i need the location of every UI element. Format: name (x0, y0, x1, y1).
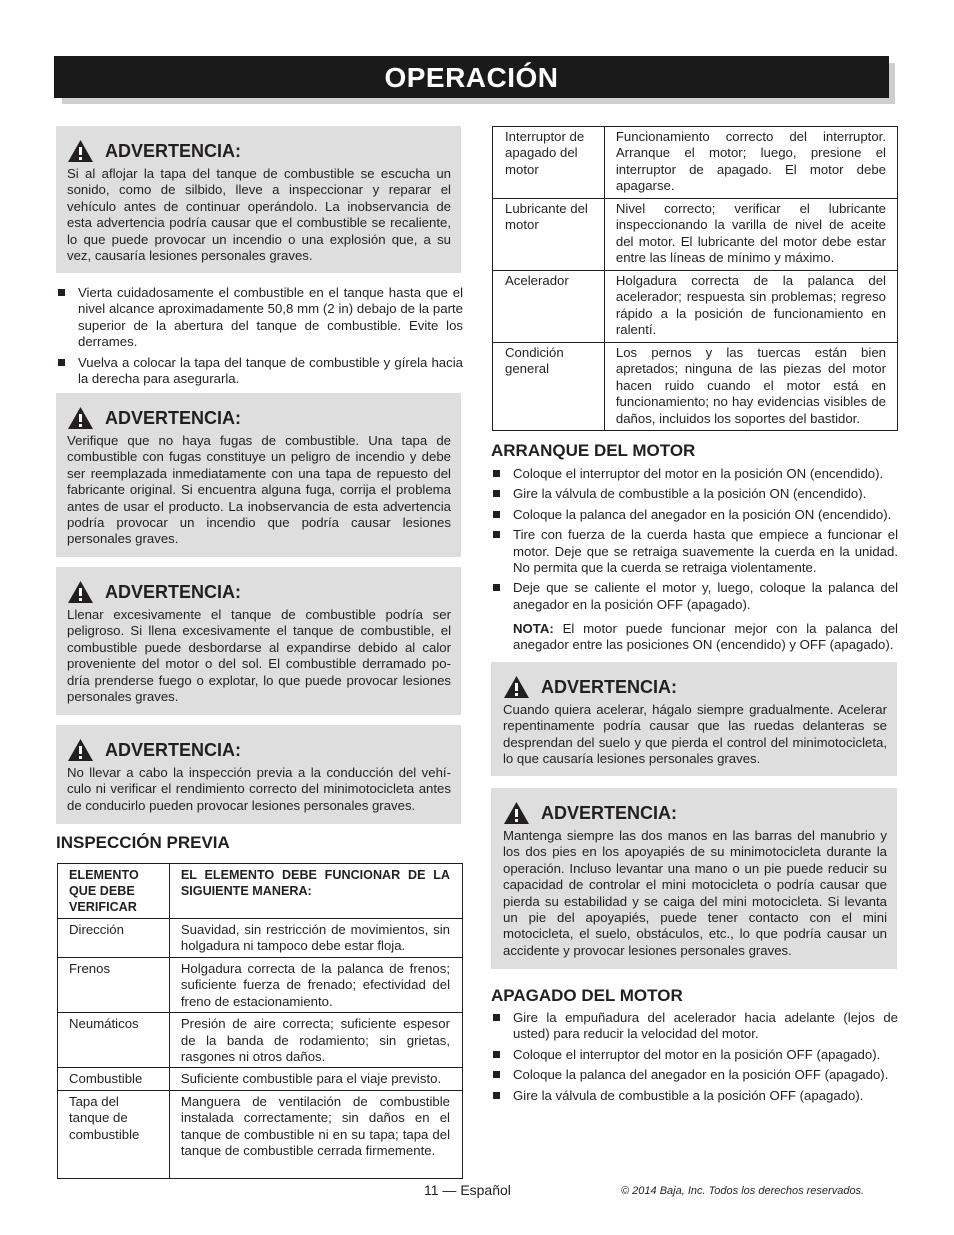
warning-triangle-icon (67, 580, 94, 604)
list-item: Gire la válvula de combustible a la posición OFF (apagado). (491, 1088, 898, 1104)
warning-triangle-icon (67, 406, 94, 430)
table-cell-description: Holgadura correcta de la palanca del acelerador; respuesta sin problemas; regreso rápido a la posición de funcionamiento en ralentí. (604, 271, 897, 343)
start-engine-heading: ARRANQUE DEL MOTOR (491, 441, 696, 460)
warning-box-inspection (56, 725, 461, 824)
list-item: Tire con fuerza de la cuerda hasta que empiece a funcionar el motor. Deje que se retraiga suavemente la cuerda en la unidad. No permita que la cuerda se retraiga violentamente. (491, 527, 898, 576)
bullet-square-icon (493, 1071, 500, 1078)
bullet-square-icon (493, 1051, 500, 1058)
table-row (493, 271, 898, 343)
list-item: Coloque el interruptor del motor en la posición ON (encendido). (491, 466, 898, 482)
warning-box-acceleration (491, 662, 897, 776)
title-bar (54, 56, 889, 98)
bullet-square-icon (58, 289, 65, 296)
warning-triangle-icon (67, 738, 94, 762)
warning-title: ADVERTENCIA: (105, 581, 242, 602)
table-row (58, 1013, 463, 1068)
start-engine-list (491, 466, 898, 617)
warning-box-overfill (56, 567, 461, 715)
warning-box-hands-feet (491, 788, 897, 969)
bullet-square-icon (493, 531, 500, 538)
table-row (493, 127, 898, 199)
list-item: Vuelva a colocar la tapa del tanque de combustible y gírela hacia la derecha para asegurarla. (56, 355, 463, 388)
list-item: Coloque el interruptor del motor en la posición OFF (apagado). (491, 1047, 898, 1063)
table-cell-description: Presión de aire correcta; suficiente espesor de la banda de rodamiento; sin grietas, rasgones ni otros daños. (169, 1013, 462, 1068)
inspection-table (57, 863, 463, 1179)
table-row (58, 1090, 463, 1178)
warning-title: ADVERTENCIA: (105, 140, 242, 161)
table-cell-item: Condición general (493, 343, 605, 431)
table-row (58, 1068, 463, 1090)
bullet-square-icon (58, 359, 65, 366)
warning-title: ADVERTENCIA: (541, 676, 678, 697)
table-header-row (58, 864, 463, 919)
list-item: Vierta cuidadosamente el combustible en el tanque hasta que el nivel alcance aproximadamente 50,8 mm (2 in) debajo de la parte superior de la abertura del tanque de combustible. Evite los derrames. (56, 285, 463, 351)
warning-triangle-icon (67, 139, 94, 163)
note-label: NOTA: (513, 621, 554, 636)
table-cell-item: Dirección (58, 919, 170, 958)
table-cell-item: Interruptor de apagado del motor (493, 127, 605, 199)
list-item: Coloque la palanca del anegador en la posición OFF (apagado). (491, 1067, 898, 1083)
warning-text: Mantenga siempre las dos manos en las barras del manubrio y los dos pies en los apoyapiés de su minimotocicleta durante la operación. Incluso levantar una mano o un pie puede reducir su capacidad de controlar el mini motocicleta o podría causar que pierda su estabilidad y se caiga del mini motocicleta. Si levanta un pie del apoyapiés, puede tener contacto con el mini motocicleta, el suelo, obstáculos, etc., lo que podría causar un accidente y provocar lesiones personales graves. (503, 828, 887, 958)
stop-engine-heading: APAGADO DEL MOTOR (491, 986, 683, 1005)
table-row (493, 343, 898, 431)
table-cell-description: Suavidad, sin restricción de movimientos, sin holgadura ni tampoco debe estar floja. (169, 919, 462, 958)
warning-triangle-icon (503, 801, 530, 825)
note-paragraph (513, 621, 898, 654)
table-cell-item: Tapa del tanque de combustible (58, 1090, 170, 1178)
stop-engine-list (491, 1010, 898, 1108)
list-item: Gire la empuñadura del acelerador hacia adelante (lejos de usted) para reducir la velocidad del motor. (491, 1010, 898, 1043)
table-cell-description: Nivel correcto; verificar el lubricante inspeccionando la varilla de nivel de aceite del motor. El lubricante del motor debe estar entre las líneas de mínimo y máximo. (604, 199, 897, 271)
list-item: Deje que se caliente el motor y, luego, coloque la palanca del anegador en la posición OFF (apagado). (491, 580, 898, 613)
list-item: Coloque la palanca del anegador en la posición ON (encendido). (491, 507, 898, 523)
warning-text: Llenar excesivamente el tanque de combustible podría ser peligroso. Si llena excesivamente el tanque de combustible, el combustible puede desbordarse al expandirse debido al calor proveniente del motor o del sol. El combustible derramado po-dría prenderse fuego o explotar, lo que puede provocar lesiones personales graves. (67, 607, 451, 705)
column-header: ELEMENTO QUE DEBE VERIFICAR (58, 864, 170, 919)
table-row (58, 958, 463, 1013)
table-cell-item: Frenos (58, 958, 170, 1013)
bullet-square-icon (493, 490, 500, 497)
bullet-square-icon (493, 470, 500, 477)
inspection-heading: INSPECCIÓN PREVIA (56, 833, 230, 852)
table-row (493, 199, 898, 271)
warning-text: Cuando quiera acelerar, hágalo siempre gradualmente. Acelerar repentinamente podría causar que las ruedas delanteras se desprendan del suelo y que pierda el control del minimotocicleta, lo que causaría lesiones personales graves. (503, 702, 887, 767)
table-cell-description: Holgadura correcta de la palanca de frenos; suficiente fuerza de frenado; efectividad del freno de estacionamiento. (169, 958, 462, 1013)
warning-box-fuel-cap (56, 126, 461, 273)
warning-title: ADVERTENCIA: (105, 739, 242, 760)
note-text: El motor puede funcionar mejor con la palanca del anegador entre las posiciones ON (encendido) y OFF (apagado). (513, 621, 898, 653)
warning-box-fuel-leaks (56, 393, 461, 557)
copyright-notice: © 2014 Baja, Inc. Todos los derechos reservados. (621, 1185, 865, 1197)
page-title: OPERACIÓN (384, 62, 559, 93)
page-number: 11 — Español (424, 1182, 511, 1198)
column-header: EL ELEMENTO DEBE FUNCIONAR DE LA SIGUIENTE MANERA: (169, 864, 462, 919)
table-cell-description: Suficiente combustible para el viaje previsto. (169, 1068, 462, 1090)
bullet-square-icon (493, 584, 500, 591)
table-cell-item: Combustible (58, 1068, 170, 1090)
table-cell-item: Lubricante del motor (493, 199, 605, 271)
bullet-square-icon (493, 511, 500, 518)
warning-text: Si al aflojar la tapa del tanque de combustible se escucha un sonido, como de silbido, lleve a inspeccionar y reparar el vehículo antes de continuar operándolo. La inobservancia de esta advertencia podría causar que el combustible se recaliente, lo que puede provocar un incendio o una explosión que, a su vez, causaría lesiones personales graves. (67, 166, 451, 264)
table-row (58, 919, 463, 958)
table-cell-item: Neumáticos (58, 1013, 170, 1068)
warning-text: Verifique que no haya fugas de combustible. Una tapa de combustible con fugas constituye un peligro de incendio y debe ser reemplazada inmediatamente con una tapa de repuesto del fabricante original. Si encuentra alguna fuga, corrija el problema antes de usar el producto. La inobservancia de esta advertencia podría provocar un incendio que podría causar lesiones personales graves. (67, 433, 451, 547)
bullet-square-icon (493, 1014, 500, 1021)
warning-title: ADVERTENCIA: (541, 802, 678, 823)
warning-title: ADVERTENCIA: (105, 407, 242, 428)
warning-triangle-icon (503, 675, 530, 699)
bullet-square-icon (493, 1092, 500, 1099)
table-cell-description: Manguera de ventilación de combustible instalada correctamente; sin daños en el tanque de combustible ni en su tapa; tapa del tanque de combustible cerrada firmemente. (169, 1090, 462, 1178)
table-cell-description: Funcionamiento correcto del interruptor. Arranque el motor; luego, presione el interruptor de apagado. El motor debe apagarse. (604, 127, 897, 199)
list-item: Gire la válvula de combustible a la posición ON (encendido). (491, 486, 898, 502)
fuel-bullet-list (56, 285, 463, 391)
warning-text: No llevar a cabo la inspección previa a la conducción del vehí-culo ni verificar el rendimiento correcto del minimotocicleta antes de conducirlo pueden provocar lesiones personales graves. (67, 765, 451, 813)
table-cell-description: Los pernos y las tuercas están bien apretados; ninguna de las piezas del motor hacen ruido cuando el motor está en funcionamiento; no hay evidencias visibles de daños, incluidos los soportes del bastidor. (604, 343, 897, 431)
table-cell-item: Acelerador (493, 271, 605, 343)
inspection-table-continued (492, 126, 898, 431)
